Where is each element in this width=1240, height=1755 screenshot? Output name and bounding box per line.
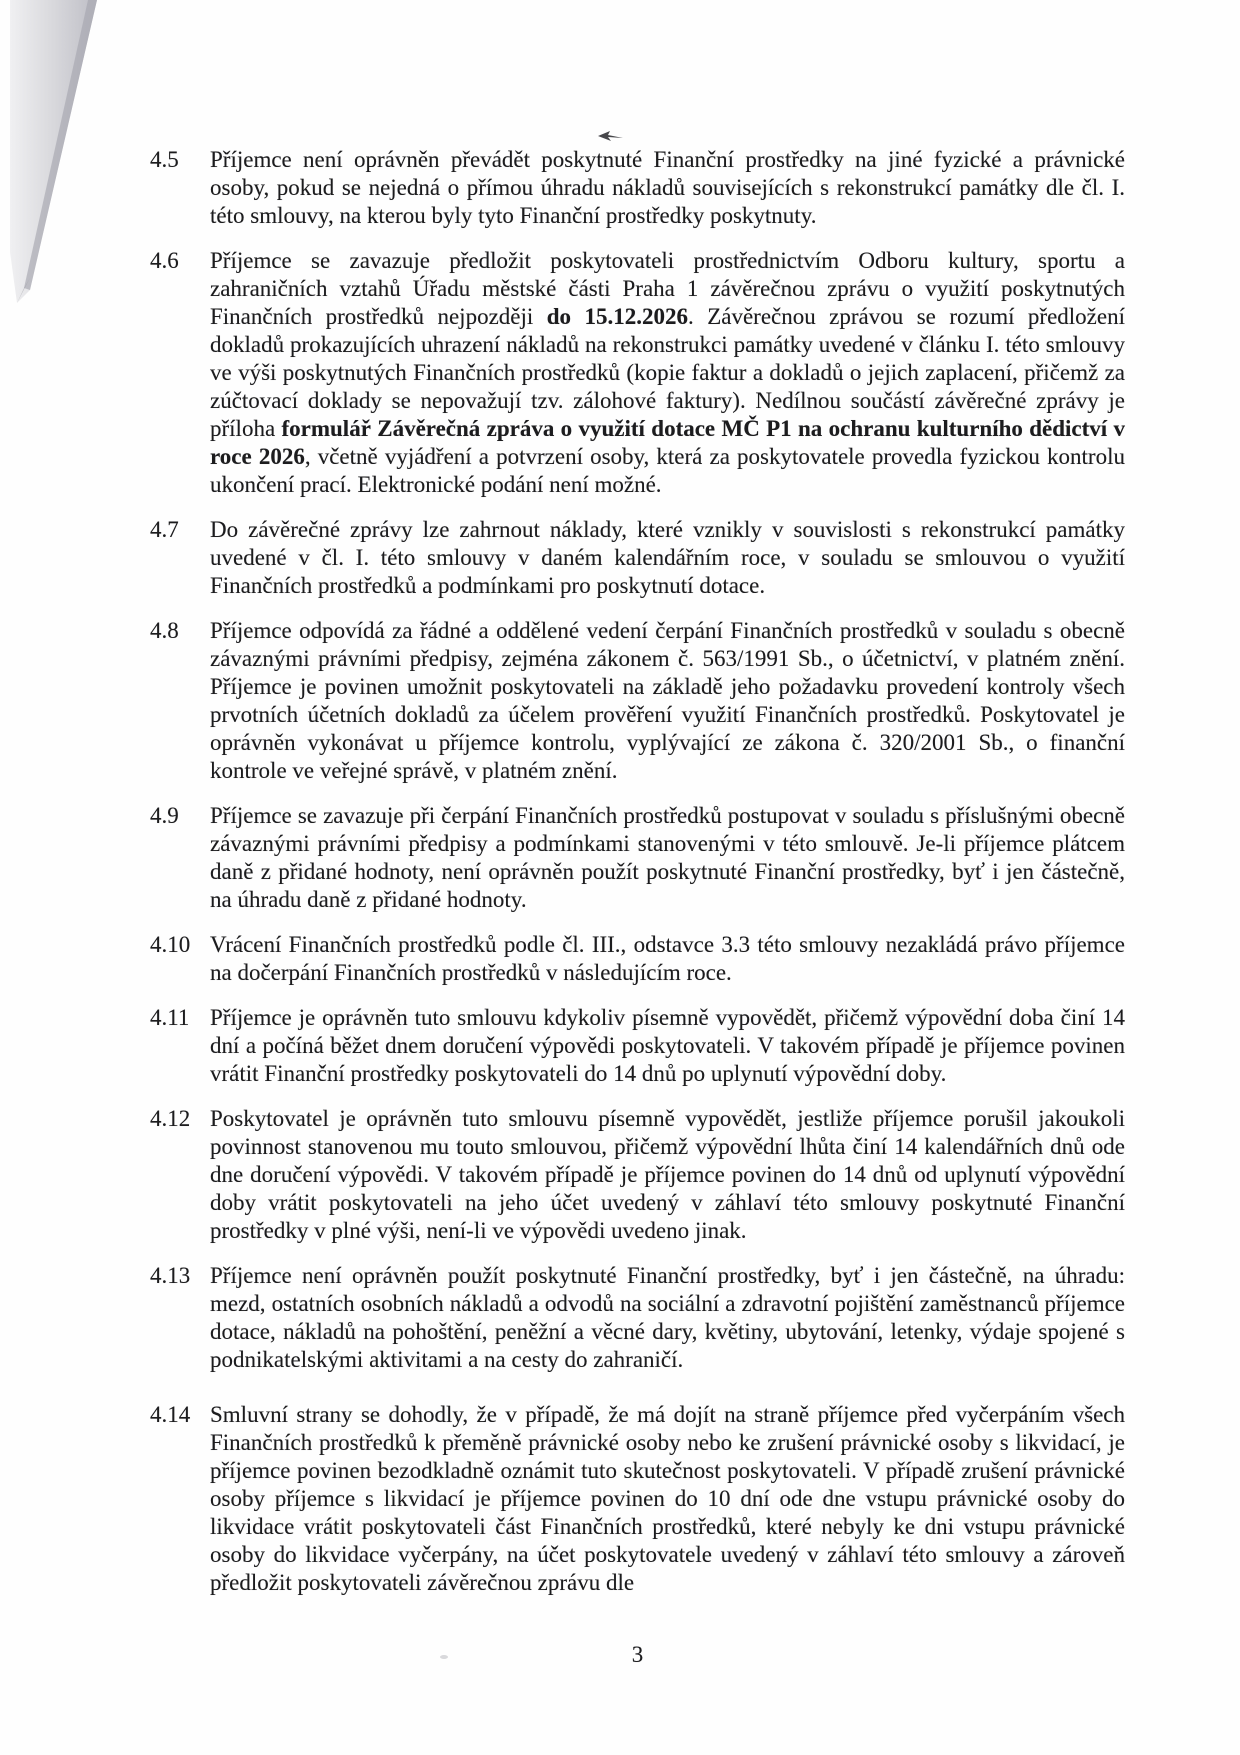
paragraph-text: Příjemce není oprávněn použít poskytnuté Finanční prostředky, byť i jen částečně, na úhradu: mezd, ostatních osobních nákladů a odvodů na sociální a zdravotní pojištění zaměstnanců příjemce dotace, nákladů na pohoštění, peněžní a věcné dary, květiny, ubytování, letenky, výdaje spojené s podnikatelskými aktivitami a na cesty do zahraničí. — [210, 1263, 1125, 1372]
paragraph-number: 4.11 — [150, 1005, 190, 1030]
paragraph-text: Vrácení Finančních prostředků podle čl. III., odstavce 3.3 této smlouvy nezakládá právo příjemce na dočerpání Finančních prostředků v následujícím roce. — [210, 932, 1125, 985]
contract-body — [150, 146, 1125, 1597]
page-corner-fold-artifact — [0, 0, 110, 312]
contract-paragraph — [150, 1004, 1125, 1088]
paragraph-text: Příjemce se zavazuje při čerpání Finančních prostředků postupovat v souladu s příslušnými obecně závaznými právními předpisy a podmínkami stanovenými v této smlouvě. Je-li příjemce plátcem daně z přidané hodnoty, není oprávněn použít poskytnuté Finanční prostředky, byť i jen částečně, na úhradu daně z přidané hodnoty. — [210, 803, 1125, 912]
paragraph-number: 4.7 — [150, 517, 179, 542]
paragraph-number: 4.14 — [150, 1402, 191, 1427]
paragraph-number: 4.9 — [150, 803, 179, 828]
paragraph-number: 4.8 — [150, 618, 179, 643]
paragraph-text: Poskytovatel je oprávněn tuto smlouvu písemně vypovědět, jestliže příjemce porušil jakoukoli povinnost stanovenou mu touto smlouvou, přičemž výpovědní lhůta činí 14 kalendářních dnů ode dne doručení výpovědi. V takovém případě je příjemce povinen do 14 dnů od uplynutí výpovědní doby vrátit poskytovateli na jeho účet uvedený v záhlaví této smlouvy poskytnuté Finanční prostředky v plné výši, není-li ve výpovědi uvedeno jinak. — [210, 1106, 1125, 1243]
contract-paragraph — [150, 802, 1125, 914]
paragraph-text: Smluvní strany se dohodly, že v případě, že má dojít na straně příjemce před vyčerpáním všech Finančních prostředků k přeměně právnické osoby nebo ke zrušení právnické osoby s likvidací, je příjemce povinen bezodkladně oznámit tuto skutečnost poskytovateli. V případě zrušení právnické osoby příjemce s likvidací je příjemce povinen do 10 dní ode dne vstupu právnické osoby do likvidace vrátit poskytovateli část Finančních prostředků, které nebyly ke dni vstupu právnické osoby do likvidace vyčerpány, na účet poskytovatele uvedený v záhlaví této smlouvy a zároveň předložit poskytovateli závěrečnou zprávu dle — [210, 1402, 1125, 1595]
paragraph-number: 4.10 — [150, 932, 191, 957]
paragraph-text: Příjemce se zavazuje předložit poskytovateli prostřednictvím Odboru kultury, sportu a zahraničních vztahů Úřadu městské části Praha 1 závěrečnou zprávu o využití poskytnutých Finančních prostředků nejpozději do 15.12.2026. Závěrečnou zprávou se rozumí předložení dokladů prokazujících uhrazení nákladů na rekonstrukci památky uvedené v článku I. této smlouvy ve výši poskytnutých Finančních prostředků (kopie faktur a dokladů o jejich zaplacení, přičemž za zúčtovací doklady se nepovažují tzv. zálohové faktury). Nedílnou součástí závěrečné zprávy je příloha formulář Závěrečná zpráva o využití dotace MČ P1 na ochranu kulturního dědictví v roce 2026, včetně vyjádření a potvrzení osoby, která za poskytovatele provedla fyzickou kontrolu ukončení prací. Elektronické podání není možné. — [210, 248, 1125, 497]
paragraph-text: Příjemce odpovídá za řádné a oddělené vedení čerpání Finančních prostředků v souladu s obecně závaznými právními předpisy, zejména zákonem č. 563/1991 Sb., o účetnictví, v platném znění. Příjemce je povinen umožnit poskytovateli na základě jeho požadavku provedení kontroly všech prvotních účetních dokladů za účelem prověření využití Finančních prostředků. Poskytovatel je oprávněn vykonávat u příjemce kontrolu, vyplývající ze zákona č. 320/2001 Sb., o finanční kontrole ve veřejné správě, v platném znění. — [210, 618, 1125, 783]
contract-paragraph — [150, 516, 1125, 600]
contract-paragraph — [150, 931, 1125, 987]
paragraph-text: Příjemce je oprávněn tuto smlouvu kdykoliv písemně vypovědět, přičemž výpovědní doba činí 14 dní a počíná běžet dnem doručení výpovědi poskytovateli. V takovém případě je příjemce povinen vrátit Finanční prostředky poskytovateli do 14 dnů po uplynutí výpovědní doby. — [210, 1005, 1125, 1086]
contract-paragraph — [150, 1105, 1125, 1245]
contract-paragraph — [150, 1401, 1125, 1597]
contract-paragraph — [150, 247, 1125, 499]
contract-paragraph — [150, 1262, 1125, 1374]
paragraph-number: 4.5 — [150, 147, 179, 172]
paragraph-text: Do závěrečné zprávy lze zahrnout náklady, které vznikly v souvislosti s rekonstrukcí památky uvedené v čl. I. této smlouvy v daném kalendářním roce, v souladu se smlouvou o využití Finančních prostředků a podmínkami pro poskytnutí dotace. — [210, 517, 1125, 598]
paragraph-number: 4.12 — [150, 1106, 191, 1131]
paragraph-text: Příjemce není oprávněn převádět poskytnuté Finanční prostředky na jiné fyzické a právnické osoby, pokud se nejedná o přímou úhradu nákladů souvisejících s rekonstrukcí památky dle čl. I. této smlouvy, na kterou byly tyto Finanční prostředky poskytnuty. — [210, 147, 1125, 228]
page-number: 3 — [631, 1642, 644, 1667]
paragraph-number: 4.6 — [150, 248, 179, 273]
contract-paragraph — [150, 146, 1125, 230]
pen-mark-artifact — [597, 129, 625, 143]
paragraph-number: 4.13 — [150, 1263, 191, 1288]
contract-paragraph — [150, 617, 1125, 785]
